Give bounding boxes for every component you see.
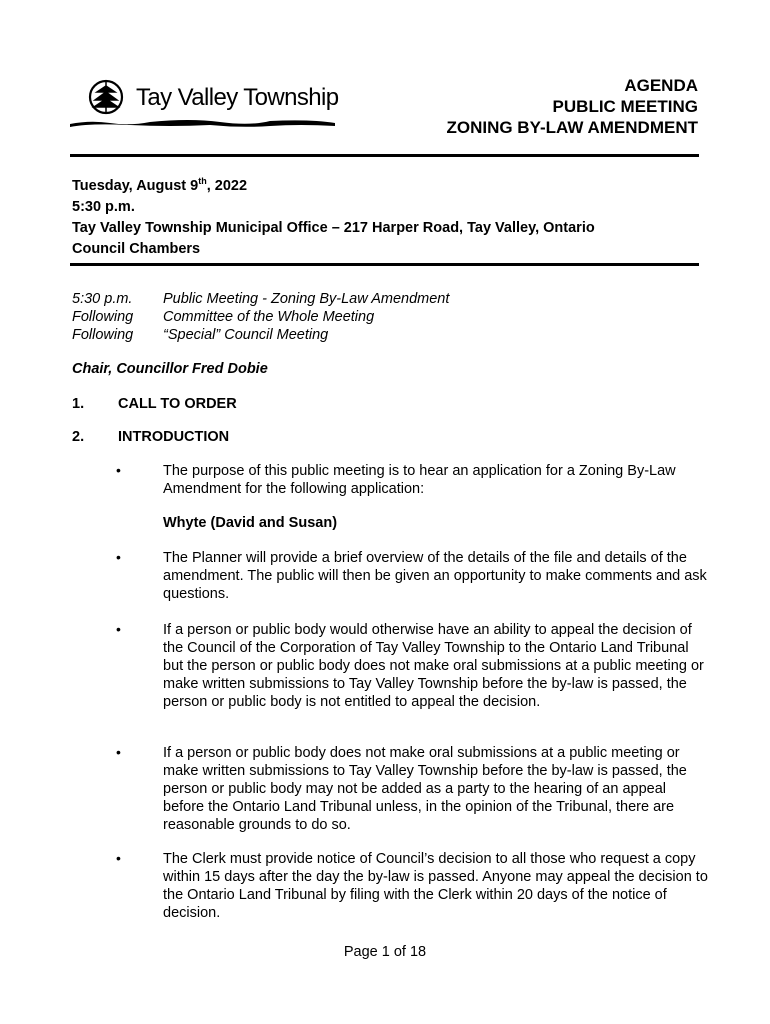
bullet-icon: • (116, 462, 121, 478)
section-number: 1. (72, 396, 85, 412)
bullet-icon: • (116, 850, 121, 866)
info-divider (70, 263, 699, 266)
schedule-row (72, 308, 449, 326)
section-title: INTRODUCTION (118, 429, 230, 445)
schedule-row (72, 326, 449, 344)
title-line: PUBLIC MEETING (552, 97, 698, 116)
agenda-title (446, 75, 698, 138)
section-title: CALL TO ORDER (118, 396, 237, 412)
bullet-text: If a person or public body would otherwise have an ability to appeal the decision of the Council of the Corporation of Tay Valley Township to the Ontario Land Tribunal but the person or public body does not make oral submissions at a public meeting or make written submissions to Tay Valley Township before the by-law is passed, the person or public body is not entitled to appeal the decision. (163, 622, 704, 710)
section-heading (72, 396, 237, 412)
schedule-time: Following (72, 327, 134, 343)
meeting-location: Tay Valley Township Municipal Office – 217 Harper Road, Tay Valley, Ontario (72, 220, 595, 236)
bullet-text: The Planner will provide a brief overview of the details of the file and details of the amendment. The public will then be given an opportunity to make comments and ask questions. (163, 550, 707, 602)
meeting-info (72, 176, 595, 260)
bullet-text: If a person or public body does not make oral submissions at a public meeting or make written submissions to Tay Valley Township before the by-law is passed, the person or public body may not be added as a party to the hearing of an appeal before the Ontario Land Tribunal unless, in the opinion of the Tribunal, there are reasonable grounds to do so. (163, 745, 687, 833)
applicant-name: Whyte (David and Susan) (163, 515, 338, 531)
chair-line: Chair, Councillor Fred Dobie (72, 361, 268, 377)
meeting-time: 5:30 p.m. (72, 199, 135, 215)
bullet-icon: • (116, 549, 121, 565)
bullet-text: The Clerk must provide notice of Council’s decision to all those who request a copy within 15 days after the day the by-law is passed. Anyone may appeal the decision to the Ontario Land Tribunal by filing with the Clerk within 20 days of the notice of decision. (163, 851, 708, 921)
title-line: ZONING BY-LAW AMENDMENT (446, 118, 698, 137)
bullet-icon: • (116, 621, 121, 637)
section-number: 2. (72, 429, 85, 445)
township-logo (70, 72, 340, 132)
logo-wordmark: Tay Valley Township (136, 84, 339, 111)
title-line: AGENDA (624, 76, 698, 95)
bullet-text: The purpose of this public meeting is to hear an application for a Zoning By-Law Amendment for the following application: (163, 463, 676, 497)
schedule-item: “Special” Council Meeting (163, 327, 329, 343)
bullet-icon: • (116, 744, 121, 760)
schedule-time: Following (72, 309, 134, 325)
schedule (72, 290, 449, 344)
meeting-date: Tuesday, August 9th, 2022 (72, 176, 248, 194)
schedule-item: Committee of the Whole Meeting (163, 309, 375, 325)
schedule-time: 5:30 p.m. (72, 291, 133, 307)
meeting-room: Council Chambers (72, 241, 201, 257)
schedule-row (72, 290, 449, 308)
page-number: Page 1 of 18 (343, 944, 427, 960)
section-heading (72, 429, 229, 445)
schedule-item: Public Meeting - Zoning By-Law Amendment (163, 291, 450, 307)
header-divider (70, 154, 699, 157)
